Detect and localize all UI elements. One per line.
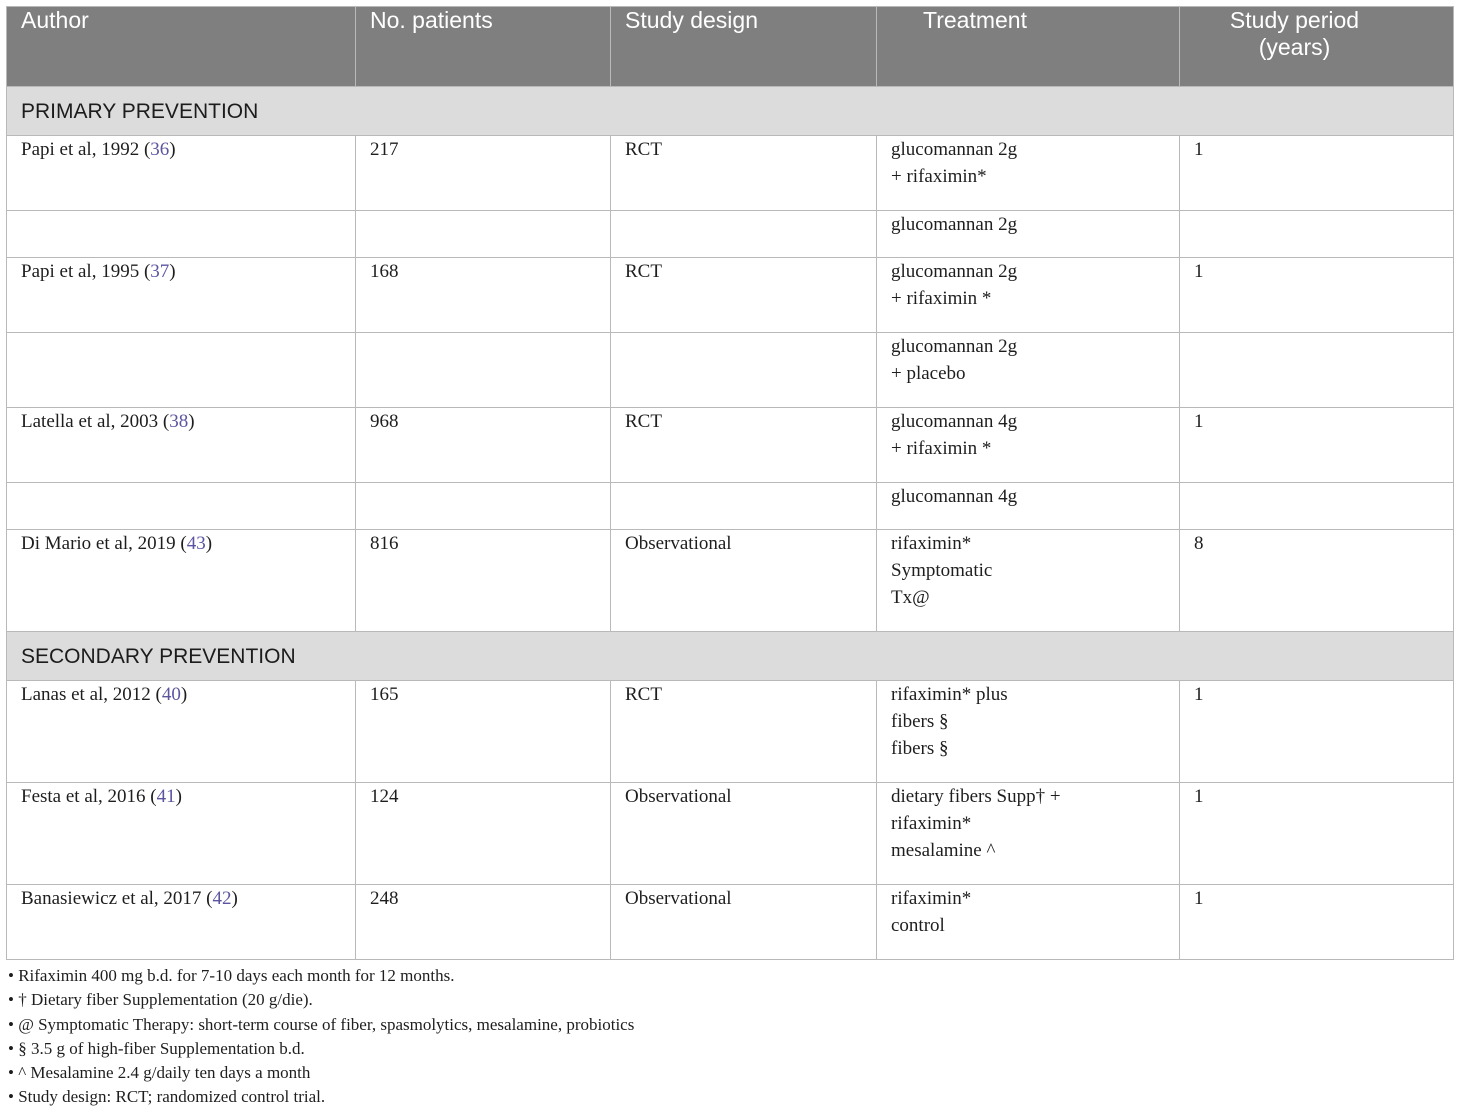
footnote: • Rifaximin 400 mg b.d. for 7-10 days each month for 12 months. xyxy=(8,966,455,985)
table-row xyxy=(7,211,1454,258)
patients-cell: 165 xyxy=(356,681,611,783)
design-cell: Observational xyxy=(611,885,877,960)
design-cell: RCT xyxy=(611,408,877,483)
reference-link[interactable]: 43 xyxy=(186,533,206,554)
table-row xyxy=(7,258,1454,333)
table-row xyxy=(7,885,1454,960)
author-cell xyxy=(7,211,356,258)
design-cell xyxy=(611,211,877,258)
paren: ) xyxy=(180,684,188,705)
treatment-line: control xyxy=(891,915,945,936)
patients-cell xyxy=(356,211,611,258)
section-primary-prevention: PRIMARY PREVENTION xyxy=(7,87,1454,136)
section-secondary-prevention: SECONDARY PREVENTION xyxy=(7,632,1454,681)
treatment-line: glucomannan 4g xyxy=(891,411,1018,432)
author-cell xyxy=(7,783,356,885)
header-period-line1: Study period xyxy=(1229,7,1360,33)
author-text: Papi et al, 1992 ( xyxy=(21,139,151,160)
treatment-line: rifaximin* xyxy=(891,813,972,834)
design-cell: Observational xyxy=(611,783,877,885)
period-cell: 8 xyxy=(1180,530,1454,632)
treatment-line: dietary fibers Supp† + xyxy=(891,786,1061,807)
paren: ) xyxy=(205,533,213,554)
period-cell: 1 xyxy=(1180,681,1454,783)
treatment-line: glucomannan 4g xyxy=(891,486,1018,507)
design-cell: RCT xyxy=(611,681,877,783)
design-cell: Observational xyxy=(611,530,877,632)
reference-link[interactable]: 38 xyxy=(169,411,189,432)
author-text: Lanas et al, 2012 ( xyxy=(21,684,162,705)
treatment-line: Tx@ xyxy=(891,587,930,608)
author-text: Banasiewicz et al, 2017 ( xyxy=(21,888,213,909)
treatment-cell xyxy=(877,681,1180,783)
author-text: Latella et al, 2003 ( xyxy=(21,411,170,432)
reference-link[interactable]: 36 xyxy=(150,139,170,160)
author-text: Papi et al, 1995 ( xyxy=(21,261,151,282)
header-study-design: Study design xyxy=(611,7,877,87)
section-row-secondary xyxy=(7,632,1454,681)
author-cell xyxy=(7,136,356,211)
footnote: • § 3.5 g of high-fiber Supplementation b.d. xyxy=(8,1038,305,1058)
footnote: • ^ Mesalamine 2.4 g/daily ten days a month xyxy=(8,1063,311,1083)
author-cell xyxy=(7,530,356,632)
treatment-cell xyxy=(877,408,1180,483)
design-cell xyxy=(611,333,877,408)
treatment-line: glucomannan 2g xyxy=(891,139,1018,160)
paren: ) xyxy=(188,411,195,432)
treatment-line: + placebo xyxy=(891,363,966,384)
table-row xyxy=(7,333,1454,408)
reference-link[interactable]: 40 xyxy=(161,684,181,705)
treatment-cell xyxy=(877,258,1180,333)
treatment-line: rifaximin* xyxy=(891,533,972,554)
header-treatment: Treatment xyxy=(877,7,1180,87)
paren: ) xyxy=(169,139,176,160)
header-period-line2: (years) xyxy=(1258,34,1331,60)
table-row xyxy=(7,408,1454,483)
author-text: Di Mario et al, 2019 ( xyxy=(21,533,187,554)
patients-cell: 217 xyxy=(356,136,611,211)
paren: ) xyxy=(175,786,182,807)
footnote: • † Dietary fiber Supplementation (20 g/die). xyxy=(8,990,313,1010)
patients-cell: 168 xyxy=(356,258,611,333)
treatment-cell xyxy=(877,783,1180,885)
patients-cell: 816 xyxy=(356,530,611,632)
header-author: Author xyxy=(7,7,356,87)
design-cell xyxy=(611,483,877,530)
treatment-line: rifaximin* xyxy=(891,888,972,909)
period-cell xyxy=(1180,333,1454,408)
patients-cell xyxy=(356,483,611,530)
design-cell: RCT xyxy=(611,258,877,333)
author-cell xyxy=(7,681,356,783)
period-cell: 1 xyxy=(1180,885,1454,960)
period-cell: 1 xyxy=(1180,408,1454,483)
studies-table xyxy=(6,6,1454,960)
section-row-primary xyxy=(7,87,1454,136)
treatment-cell xyxy=(877,885,1180,960)
table-footnotes xyxy=(8,964,634,1110)
author-cell xyxy=(7,408,356,483)
treatment-line: rifaximin* plus xyxy=(891,684,1008,705)
table-row xyxy=(7,681,1454,783)
header-patients: No. patients xyxy=(356,7,611,87)
treatment-cell xyxy=(877,483,1180,530)
treatment-line: glucomannan 2g xyxy=(891,261,1018,282)
reference-link[interactable]: 37 xyxy=(150,261,170,282)
table-row xyxy=(7,530,1454,632)
author-cell xyxy=(7,258,356,333)
author-text: Festa et al, 2016 ( xyxy=(21,786,157,807)
author-cell xyxy=(7,333,356,408)
treatment-line: glucomannan 2g xyxy=(891,214,1018,235)
treatment-cell xyxy=(877,530,1180,632)
footnote: • @ Symptomatic Therapy: short-term course of fiber, spasmolytics, mesalamine, probiotics xyxy=(8,1014,635,1034)
treatment-cell xyxy=(877,136,1180,211)
treatment-line: + rifaximin * xyxy=(891,438,992,459)
author-cell xyxy=(7,885,356,960)
treatment-line: Symptomatic xyxy=(891,560,993,581)
design-cell: RCT xyxy=(611,136,877,211)
period-cell: 1 xyxy=(1180,783,1454,885)
period-cell: 1 xyxy=(1180,258,1454,333)
patients-cell xyxy=(356,333,611,408)
period-cell xyxy=(1180,211,1454,258)
treatment-line: fibers § xyxy=(891,711,949,732)
table-row xyxy=(7,136,1454,211)
treatment-line: mesalamine ^ xyxy=(891,840,996,861)
table-row xyxy=(7,483,1454,530)
period-cell: 1 xyxy=(1180,136,1454,211)
paren: ) xyxy=(231,888,238,909)
patients-cell: 124 xyxy=(356,783,611,885)
treatment-cell xyxy=(877,211,1180,258)
treatment-line: + rifaximin * xyxy=(891,288,992,309)
treatment-line: fibers § xyxy=(891,738,949,759)
author-cell xyxy=(7,483,356,530)
period-cell xyxy=(1180,483,1454,530)
treatment-line: glucomannan 2g xyxy=(891,336,1018,357)
treatment-line: + rifaximin* xyxy=(891,166,987,187)
header-study-period xyxy=(1180,7,1454,87)
reference-link[interactable]: 42 xyxy=(212,888,232,909)
reference-link[interactable]: 41 xyxy=(156,786,176,807)
paren: ) xyxy=(169,261,176,282)
patients-cell: 248 xyxy=(356,885,611,960)
table-row xyxy=(7,783,1454,885)
patients-cell: 968 xyxy=(356,408,611,483)
footnote: • Study design: RCT; randomized control trial. xyxy=(8,1087,326,1107)
treatment-cell xyxy=(877,333,1180,408)
header-row xyxy=(7,7,1454,87)
